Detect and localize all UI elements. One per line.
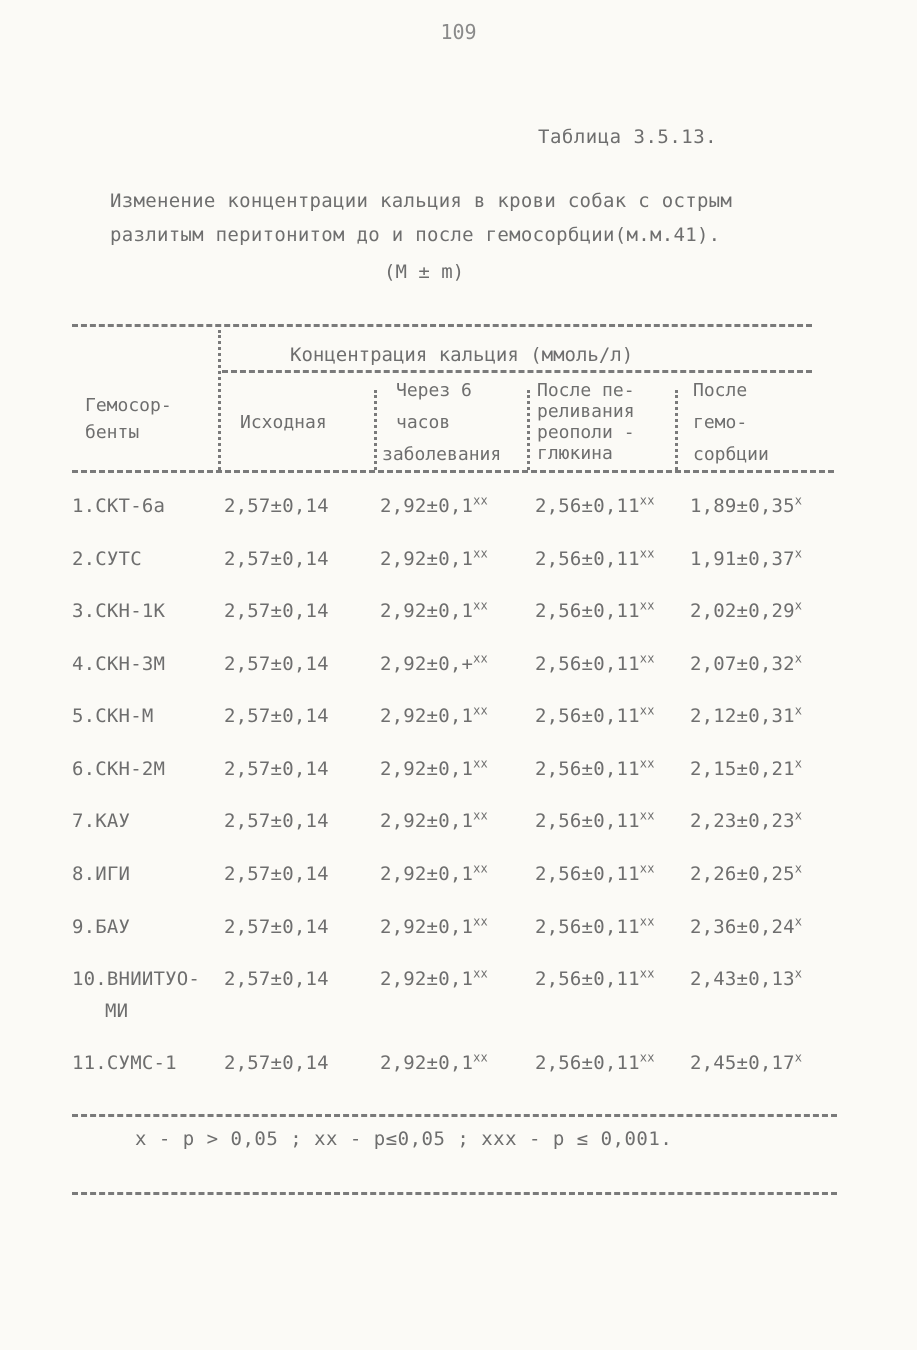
cell-initial: 2,57±0,14 xyxy=(224,758,329,780)
cell-6h: $2,92\pm 0,1^{xx}$ xyxy=(380,1050,488,1074)
cell-after: $2,02\pm 0,29^x$ xyxy=(690,598,803,622)
page-number: 109 xyxy=(440,20,477,44)
cell-after: $2,12\pm 0,31^x$ xyxy=(690,703,803,727)
cell-6h: $2,92\pm 0,1^{xx}$ xyxy=(380,808,488,832)
cell-after: $1,89\pm 0,35^x$ xyxy=(690,493,803,517)
cell-initial: 2,57±0,14 xyxy=(224,495,329,517)
row-name: 11.СУМС-1 xyxy=(72,1052,177,1074)
cell-after: $2,15\pm 0,21^x$ xyxy=(690,756,803,780)
col-header-transfusion-3: реополи - xyxy=(537,422,635,443)
cell-transfusion: $2,56\pm 0,11^{xx}$ xyxy=(535,914,655,938)
row-name: 8.ИГИ xyxy=(72,863,131,885)
cell-transfusion: $2,56\pm 0,11^{xx}$ xyxy=(535,703,655,727)
cell-initial: 2,57±0,14 xyxy=(224,653,329,675)
cell-transfusion: $2,56\pm 0,11^{xx}$ xyxy=(535,598,655,622)
cell-after: $2,26\pm 0,25^x$ xyxy=(690,861,803,885)
mean-pm-label: (M ± m) xyxy=(384,261,465,283)
cell-after: $2,07\pm 0,32^x$ xyxy=(690,651,803,675)
group-header-rule xyxy=(222,370,812,373)
cell-initial: 2,57±0,14 xyxy=(224,705,329,727)
col-header-6h-3: заболевания xyxy=(382,444,502,465)
cell-6h: $2,92\pm 0,1^{xx}$ xyxy=(380,493,488,517)
cell-transfusion: $2,56\pm 0,11^{xx}$ xyxy=(535,1050,655,1074)
row-name: 10.ВНИИТУО- xyxy=(72,968,201,990)
cell-6h: 2,92±0,+$^{xx}$ xyxy=(380,651,488,675)
col-header-after-3: сорбции xyxy=(693,444,769,465)
cell-initial: 2,57±0,14 xyxy=(224,548,329,570)
cell-initial: 2,57±0,14 xyxy=(224,810,329,832)
cell-6h: $2,92\pm 0,1^{xx}$ xyxy=(380,598,488,622)
cell-after: $2,45\pm 0,17^x$ xyxy=(690,1050,803,1074)
cell-6h: $2,92\pm 0,1^{xx}$ xyxy=(380,861,488,885)
cell-6h: $2,92\pm 0,1^{xx}$ xyxy=(380,756,488,780)
cell-after: $2,43\pm 0,13^x$ xyxy=(690,966,803,990)
row-name-continued: МИ xyxy=(105,1000,129,1022)
cell-transfusion: $2,56\pm 0,11^{xx}$ xyxy=(535,651,655,675)
col-header-sorbents-2: бенты xyxy=(85,422,140,443)
col-header-transfusion-4: глюкина xyxy=(537,443,613,464)
table-caption: Таблица 3.5.13. xyxy=(538,126,718,148)
cell-transfusion: $2,56\pm 0,11^{xx}$ xyxy=(535,756,655,780)
col-header-6h-2: часов xyxy=(396,412,451,433)
col-header-sorbents-1: Гемосор- xyxy=(85,395,172,416)
col-header-transfusion-2: реливания xyxy=(537,401,635,422)
row-name: 2.СУТС xyxy=(72,548,142,570)
row-name: 9.БАУ xyxy=(72,916,131,938)
cell-initial: 2,57±0,14 xyxy=(224,863,329,885)
header-separator-1 xyxy=(218,330,221,470)
row-name: 1.СКТ-6а xyxy=(72,495,166,517)
cell-initial: 2,57±0,14 xyxy=(224,916,329,938)
footnote-bottom-rule xyxy=(72,1192,837,1195)
cell-6h: $2,92\pm 0,1^{xx}$ xyxy=(380,966,488,990)
cell-transfusion: $2,56\pm 0,11^{xx}$ xyxy=(535,493,655,517)
cell-6h: $2,92\pm 0,1^{xx}$ xyxy=(380,914,488,938)
table-bottom-rule xyxy=(72,1114,837,1117)
cell-after: $1,91\pm 0,37^x$ xyxy=(690,546,803,570)
row-name: 3.СКН-1К xyxy=(72,600,166,622)
header-separator-3 xyxy=(527,390,530,470)
table-title-line-1: Изменение концентрации кальция в крови собак с острым xyxy=(110,190,733,212)
cell-transfusion: $2,56\pm 0,11^{xx}$ xyxy=(535,861,655,885)
row-name: 4.СКН-3М xyxy=(72,653,166,675)
table-top-rule xyxy=(72,324,812,327)
col-header-6h-1: Через 6 xyxy=(396,380,472,401)
cell-after: $2,23\pm 0,23^x$ xyxy=(690,808,803,832)
significance-footnote: x - p > 0,05 ; xx - p≤0,05 ; xxx - p ≤ 0,001. xyxy=(135,1128,673,1150)
cell-after: $2,36\pm 0,24^x$ xyxy=(690,914,803,938)
group-header: Концентрация кальция (ммоль/л) xyxy=(290,344,634,366)
header-separator-4 xyxy=(675,390,678,470)
cell-transfusion: $2,56\pm 0,11^{xx}$ xyxy=(535,808,655,832)
cell-transfusion: $2,56\pm 0,11^{xx}$ xyxy=(535,966,655,990)
cell-transfusion: $2,56\pm 0,11^{xx}$ xyxy=(535,546,655,570)
header-bottom-rule xyxy=(72,470,834,473)
cell-initial: 2,57±0,14 xyxy=(224,600,329,622)
col-header-after-2: гемо- xyxy=(693,412,748,433)
cell-initial: 2,57±0,14 xyxy=(224,968,329,990)
row-name: 6.СКН-2М xyxy=(72,758,166,780)
table-title-line-2: разлитым перитонитом до и после гемосорбции(м.м.41). xyxy=(110,224,721,246)
header-separator-2 xyxy=(374,390,377,470)
col-header-initial: Исходная xyxy=(240,412,327,433)
col-header-transfusion-1: После пе- xyxy=(537,380,635,401)
cell-6h: $2,92\pm 0,1^{xx}$ xyxy=(380,546,488,570)
cell-6h: $2,92\pm 0,1^{xx}$ xyxy=(380,703,488,727)
row-name: 7.КАУ xyxy=(72,810,131,832)
cell-initial: 2,57±0,14 xyxy=(224,1052,329,1074)
row-name: 5.СКН-М xyxy=(72,705,154,727)
col-header-after-1: После xyxy=(693,380,748,401)
